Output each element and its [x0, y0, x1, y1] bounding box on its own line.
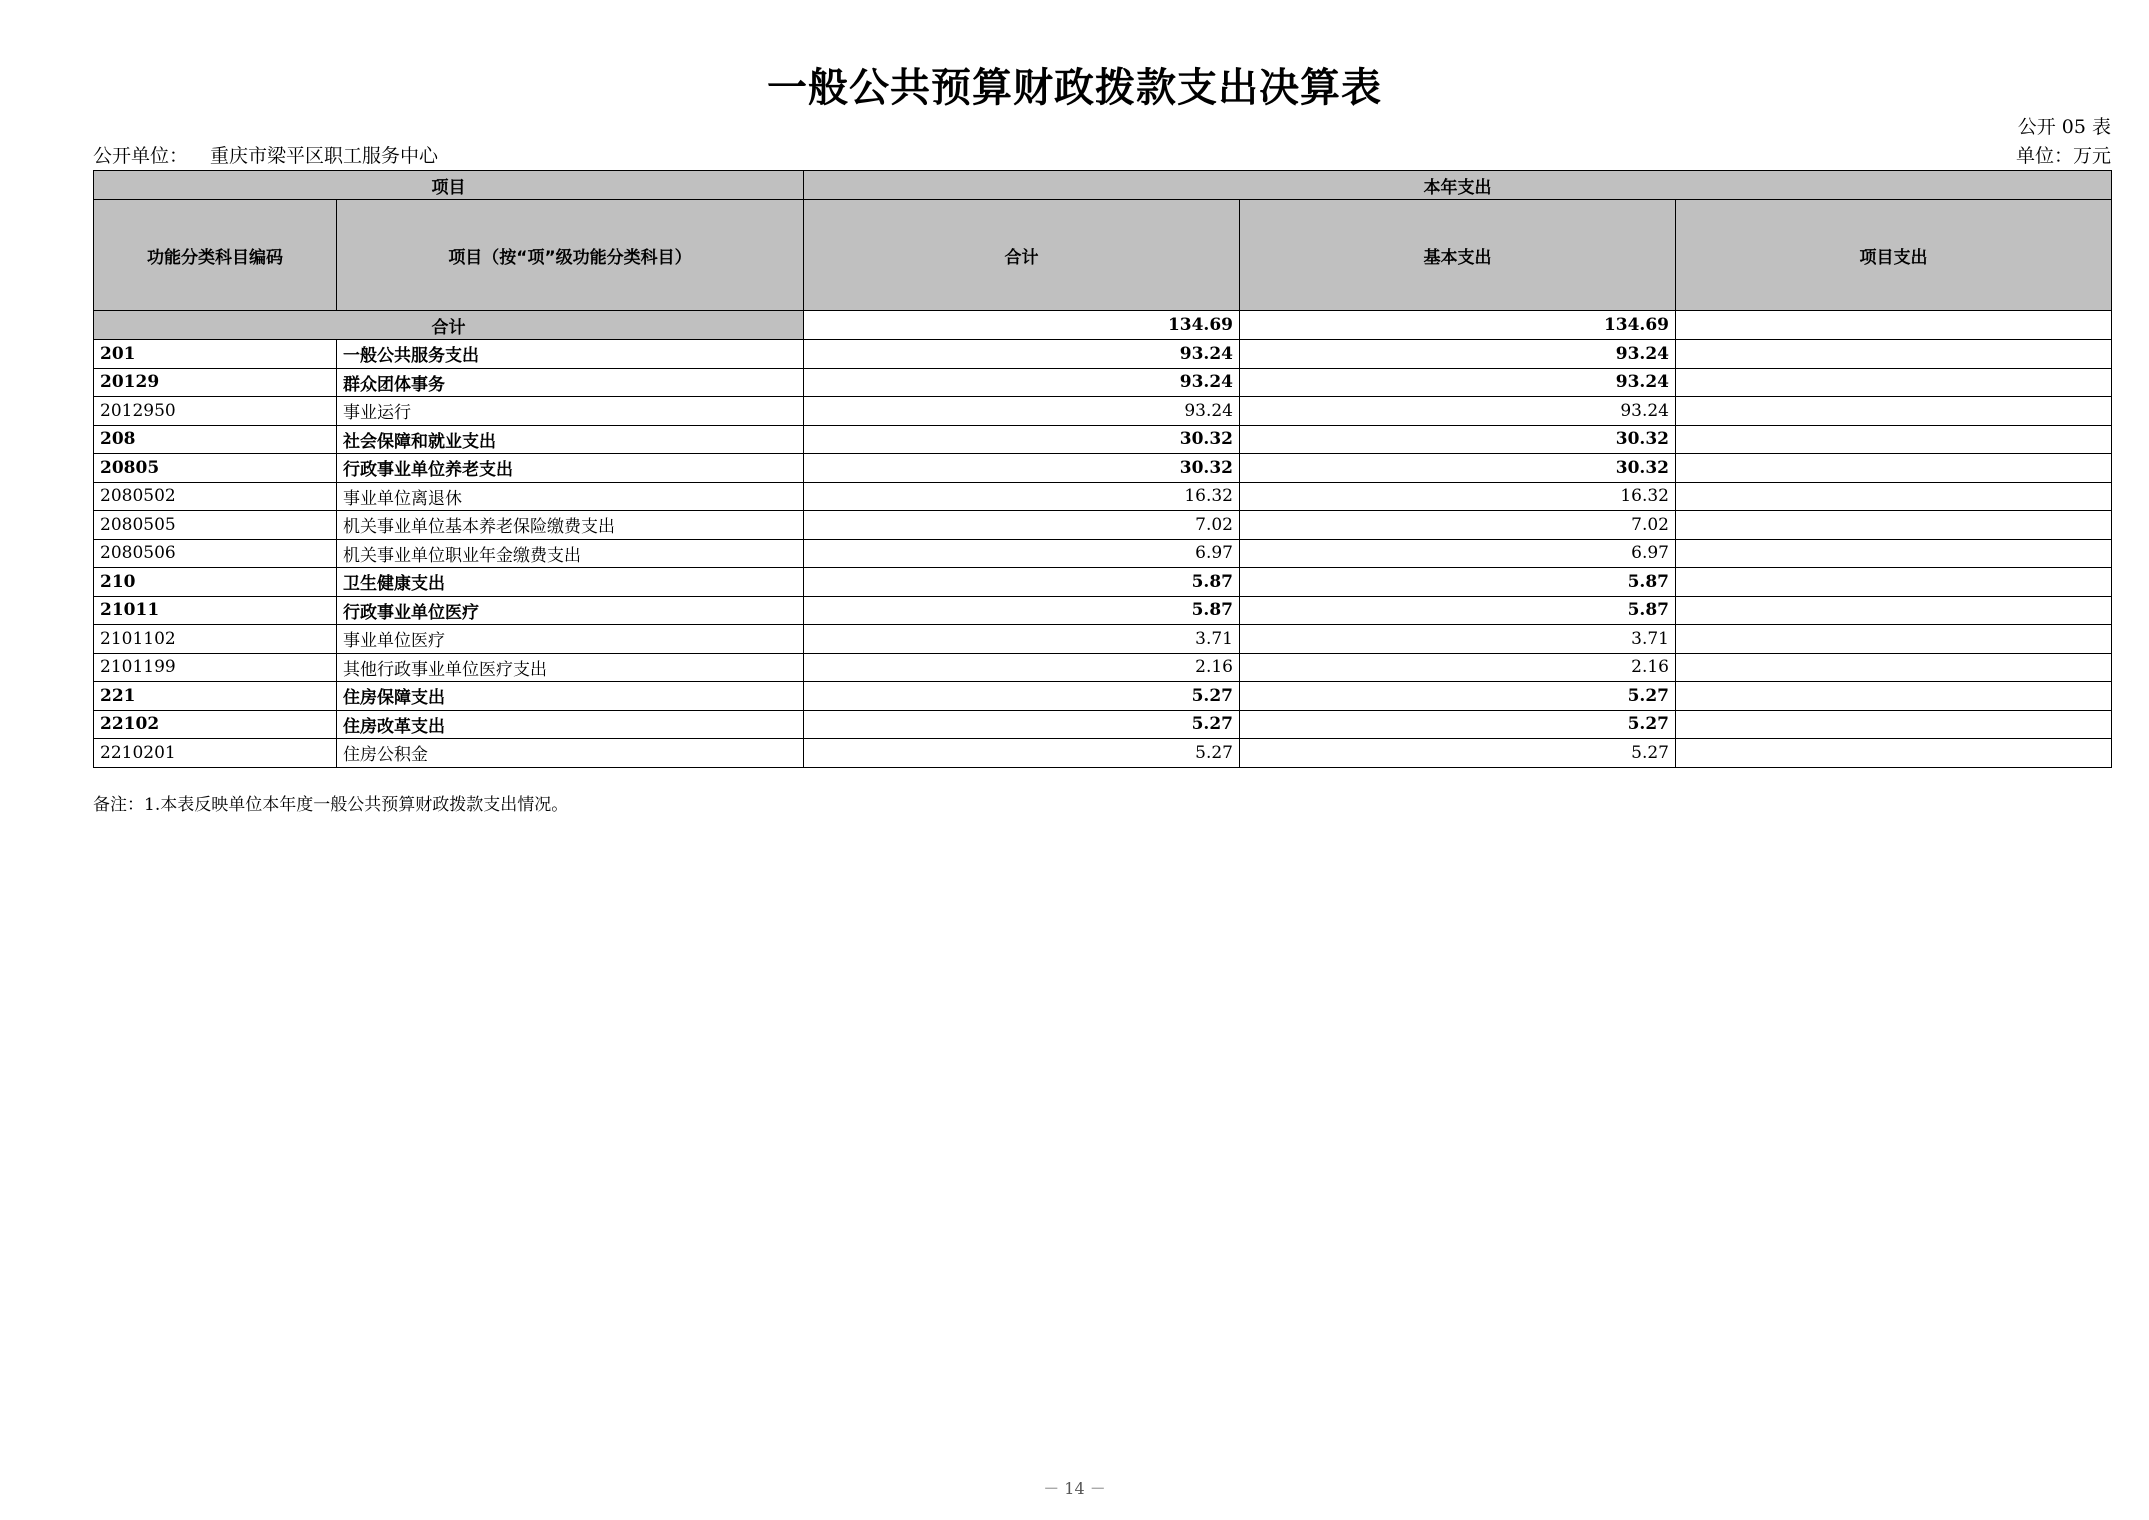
total-project: [1676, 311, 2112, 340]
cell-project: [1676, 511, 2112, 540]
cell-basic: 2.16: [1240, 653, 1676, 682]
cell-code: 2080506: [94, 539, 337, 568]
cell-code: 208: [94, 425, 337, 454]
table-row: [94, 568, 2112, 597]
cell-name: 卫生健康支出: [337, 568, 804, 597]
table-row: [94, 368, 2112, 397]
table-row: [94, 710, 2112, 739]
cell-project: [1676, 653, 2112, 682]
cell-project: [1676, 568, 2112, 597]
cell-total: 5.27: [804, 739, 1240, 768]
header-project-exp: 项目支出: [1676, 200, 2112, 311]
cell-total: 93.24: [804, 368, 1240, 397]
table-row: [94, 596, 2112, 625]
header-item: 项目（按“项”级功能分类科目）: [337, 200, 804, 311]
cell-code: 2080502: [94, 482, 337, 511]
cell-total: 5.87: [804, 596, 1240, 625]
cell-name: 行政事业单位养老支出: [337, 454, 804, 483]
cell-basic: 30.32: [1240, 425, 1676, 454]
cell-basic: 5.27: [1240, 710, 1676, 739]
table-row: [94, 425, 2112, 454]
cell-basic: 3.71: [1240, 625, 1676, 654]
table-row: [94, 482, 2112, 511]
cell-total: 3.71: [804, 625, 1240, 654]
cell-total: 6.97: [804, 539, 1240, 568]
table-row: [94, 511, 2112, 540]
cell-project: [1676, 397, 2112, 426]
cell-code: 2101102: [94, 625, 337, 654]
cell-project: [1676, 739, 2112, 768]
cell-basic: 93.24: [1240, 397, 1676, 426]
cell-name: 一般公共服务支出: [337, 340, 804, 369]
cell-code: 221: [94, 682, 337, 711]
cell-name: 住房保障支出: [337, 682, 804, 711]
cell-total: 7.02: [804, 511, 1240, 540]
cell-code: 2012950: [94, 397, 337, 426]
money-unit: 单位：万元: [2015, 145, 2111, 167]
cell-code: 210: [94, 568, 337, 597]
header-current-year: 本年支出: [804, 171, 2112, 200]
cell-project: [1676, 625, 2112, 654]
cell-basic: 93.24: [1240, 368, 1676, 397]
cell-project: [1676, 682, 2112, 711]
table-row: [94, 539, 2112, 568]
table-row: [94, 739, 2112, 768]
cell-code: 21011: [94, 596, 337, 625]
cell-basic: 7.02: [1240, 511, 1676, 540]
cell-name: 机关事业单位职业年金缴费支出: [337, 539, 804, 568]
document-title: 一般公共预算财政拨款支出决算表: [767, 65, 1382, 111]
header-basic: 基本支出: [1240, 200, 1676, 311]
total-basic: 134.69: [1240, 311, 1676, 340]
cell-basic: 5.87: [1240, 596, 1676, 625]
cell-total: 5.87: [804, 568, 1240, 597]
cell-basic: 5.27: [1240, 739, 1676, 768]
header-project: 项目: [94, 171, 804, 200]
cell-project: [1676, 368, 2112, 397]
cell-basic: 5.27: [1240, 682, 1676, 711]
total-row: [94, 311, 2112, 340]
cell-name: 社会保障和就业支出: [337, 425, 804, 454]
cell-basic: 6.97: [1240, 539, 1676, 568]
cell-code: 201: [94, 340, 337, 369]
reporting-unit-name: 重庆市梁平区职工服务中心: [210, 145, 439, 167]
cell-name: 住房公积金: [337, 739, 804, 768]
cell-name: 机关事业单位基本养老保险缴费支出: [337, 511, 804, 540]
cell-name: 住房改革支出: [337, 710, 804, 739]
cell-basic: 16.32: [1240, 482, 1676, 511]
cell-code: 22102: [94, 710, 337, 739]
cell-code: 2101199: [94, 653, 337, 682]
table-row: [94, 454, 2112, 483]
header-total: 合计: [804, 200, 1240, 311]
cell-total: 30.32: [804, 425, 1240, 454]
cell-total: 93.24: [804, 397, 1240, 426]
table-row: [94, 653, 2112, 682]
table-row: [94, 682, 2112, 711]
cell-basic: 30.32: [1240, 454, 1676, 483]
cell-total: 5.27: [804, 682, 1240, 711]
cell-total: 16.32: [804, 482, 1240, 511]
cell-total: 2.16: [804, 653, 1240, 682]
cell-basic: 5.87: [1240, 568, 1676, 597]
header-code: 功能分类科目编码: [94, 200, 337, 311]
header-row-2: [94, 200, 2112, 311]
cell-name: 事业单位医疗: [337, 625, 804, 654]
cell-total: 30.32: [804, 454, 1240, 483]
cell-name: 事业单位离退休: [337, 482, 804, 511]
cell-total: 93.24: [804, 340, 1240, 369]
table-row: [94, 625, 2112, 654]
cell-project: [1676, 340, 2112, 369]
cell-code: 2210201: [94, 739, 337, 768]
cell-project: [1676, 539, 2112, 568]
cell-project: [1676, 454, 2112, 483]
total-label: 合计: [94, 311, 804, 340]
cell-project: [1676, 482, 2112, 511]
cell-name: 事业运行: [337, 397, 804, 426]
cell-code: 20129: [94, 368, 337, 397]
table-row: [94, 397, 2112, 426]
table-row: [94, 340, 2112, 369]
expenditure-table: [93, 170, 2112, 768]
cell-code: 2080505: [94, 511, 337, 540]
cell-code: 20805: [94, 454, 337, 483]
header-row-1: [94, 171, 2112, 200]
footnote: 备注：1.本表反映单位本年度一般公共预算财政拨款支出情况。: [93, 795, 569, 815]
cell-project: [1676, 710, 2112, 739]
cell-project: [1676, 596, 2112, 625]
table-number: 公开 05 表: [2017, 116, 2111, 138]
reporting-unit-label: 公开单位：: [93, 145, 189, 167]
cell-project: [1676, 425, 2112, 454]
page-number: － 14 －: [1043, 1479, 1106, 1498]
cell-name: 群众团体事务: [337, 368, 804, 397]
reporting-unit: [93, 141, 438, 168]
cell-name: 行政事业单位医疗: [337, 596, 804, 625]
cell-total: 5.27: [804, 710, 1240, 739]
total-total: 134.69: [804, 311, 1240, 340]
cell-name: 其他行政事业单位医疗支出: [337, 653, 804, 682]
cell-basic: 93.24: [1240, 340, 1676, 369]
